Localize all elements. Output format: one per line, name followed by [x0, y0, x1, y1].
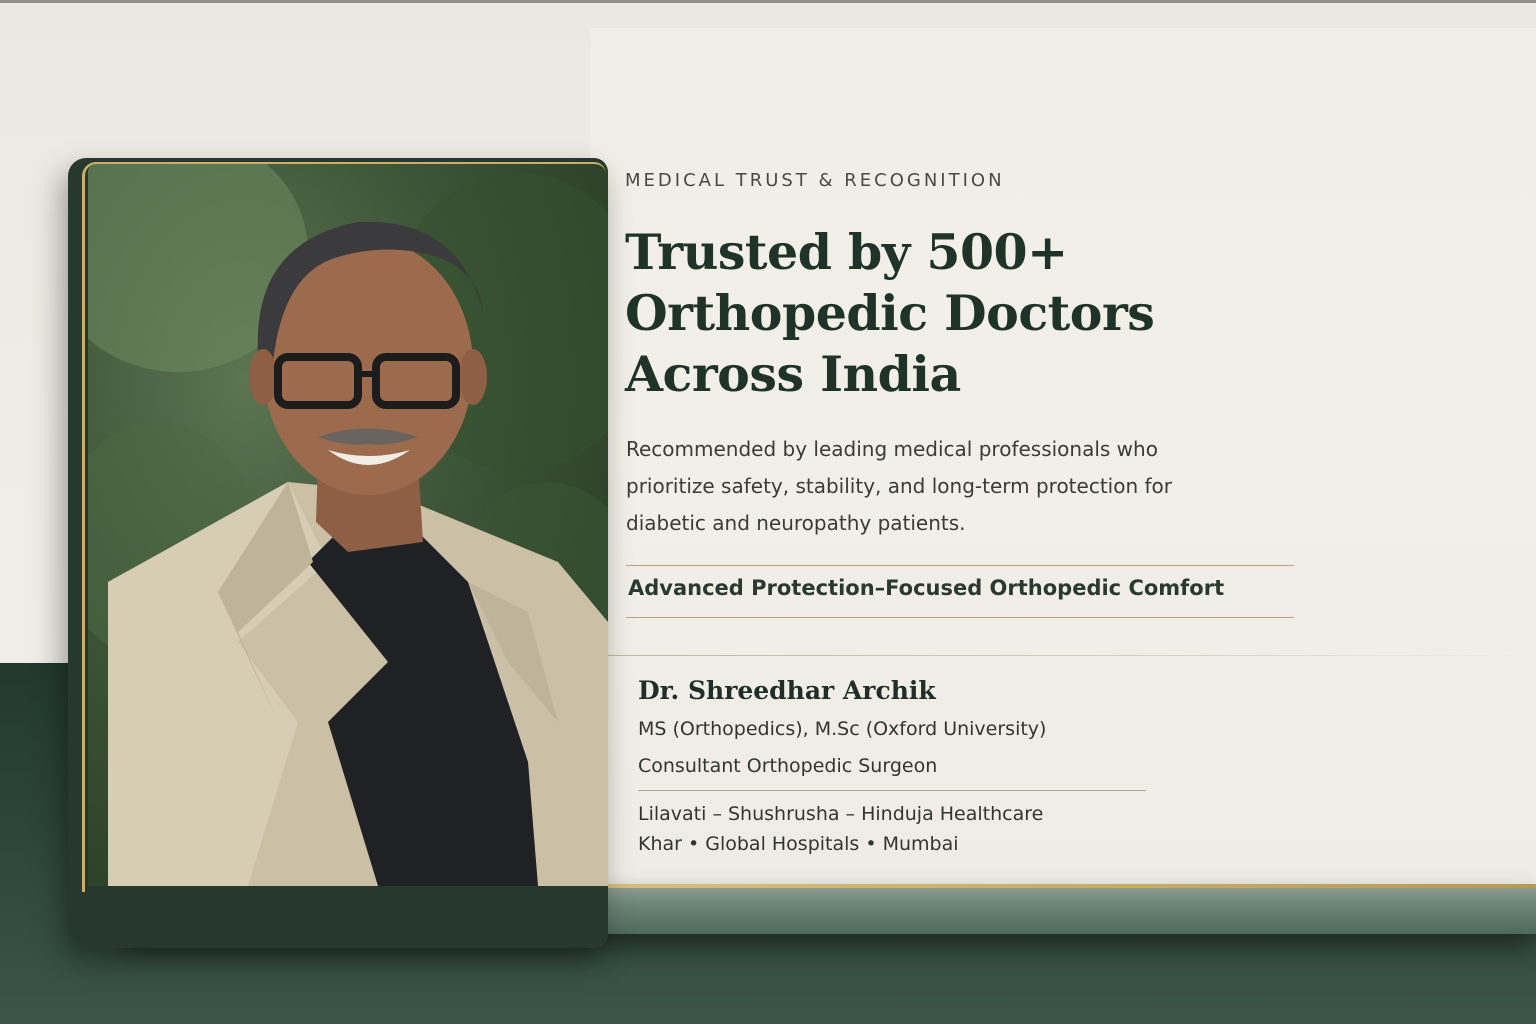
section-eyebrow: MEDICAL TRUST & RECOGNITION [625, 170, 1005, 191]
tagline-top-rule [626, 565, 1294, 566]
headline-line: Trusted by 500+ [625, 223, 1068, 281]
card-divider [590, 655, 1536, 656]
tagline: Advanced Protection–Focused Orthopedic Comfort [628, 576, 1225, 600]
body-line: Recommended by leading medical professionals who [626, 437, 1158, 461]
body-copy [626, 431, 1286, 542]
body-line: prioritize safety, stability, and long-term protection for [626, 474, 1172, 498]
doctor-affiliations-line1: Lilavati – Shushrusha – Hinduja Healthcare [638, 803, 1044, 825]
doctor-name: Dr. Shreedhar Archik [638, 676, 936, 705]
headline-line: Orthopedic Doctors [625, 284, 1155, 342]
headline-line: Across India [625, 345, 961, 403]
body-line: diabetic and neuropathy patients. [626, 511, 966, 535]
headline [625, 222, 1345, 405]
top-hairline [0, 0, 1536, 3]
doctor-role: Consultant Orthopedic Surgeon [638, 755, 938, 777]
doctor-affiliations-line2: Khar • Global Hospitals • Mumbai [638, 833, 959, 855]
photo-gold-border [82, 162, 606, 892]
doctor-divider [638, 790, 1146, 791]
doctor-qualification: MS (Orthopedics), M.Sc (Oxford University) [638, 718, 1047, 740]
tagline-bottom-rule [626, 617, 1294, 618]
